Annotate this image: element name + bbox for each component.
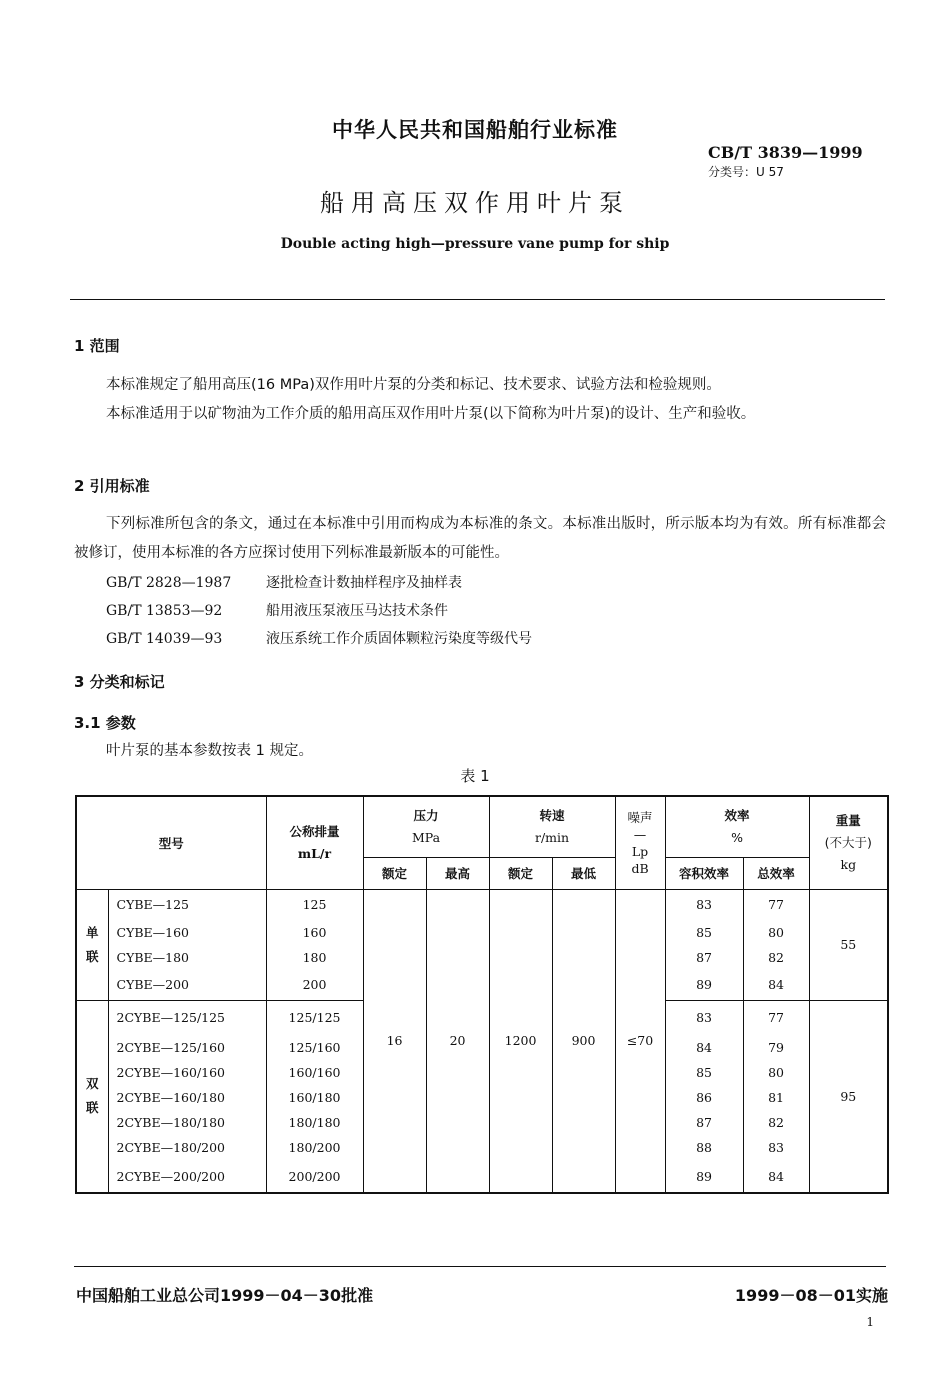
pressure-max-cell: 20 [426,889,489,1193]
total-efficiency-cell: 82 [743,1110,809,1135]
header-speed-unit: r/min [534,829,570,845]
header-pressure-label: 压力 [413,807,439,823]
header-efficiency [665,796,809,857]
volumetric-efficiency-cell: 83 [665,889,743,920]
document-title-english: Double acting high—pressure vane pump for ship [280,236,670,252]
displacement-cell: 160/160 [266,1060,363,1085]
header-volumetric-efficiency: 容积效率 [665,857,743,889]
displacement-cell: 125/160 [266,1035,363,1060]
header-displacement [266,796,363,889]
reference-title: 船用液压泵液压马达技术条件 [266,603,448,619]
volumetric-efficiency-cell: 89 [665,970,743,1000]
total-efficiency-cell: 83 [743,1135,809,1160]
reference-code: GB/T 2828—1987 [106,575,232,591]
header-efficiency-label: 效率 [724,807,750,823]
displacement-cell: 125 [266,889,363,920]
group-label-char: 联 [85,948,99,964]
header-weight [809,796,888,889]
model-cell: 2CYBE—180/180 [108,1110,266,1135]
section-1-paragraph-2: 本标准适用于以矿物油为工作介质的船用高压双作用叶片泵(以下简称为叶片泵)的设计、生产和验收。 [106,406,756,422]
footer-divider [74,1266,886,1267]
document-title-chinese: 船用高压双作用叶片泵 [320,189,630,217]
header-displacement-unit: mL/r [297,845,332,861]
table-caption: 表 1 [460,767,490,785]
speed-rated-cell: 1200 [489,889,552,1193]
approval-line: 中国船舶工业总公司1999－04－30批准 [76,1286,374,1305]
total-efficiency-cell: 77 [743,1000,809,1035]
volumetric-efficiency-cell: 88 [665,1135,743,1160]
displacement-cell: 160/180 [266,1085,363,1110]
volumetric-efficiency-cell: 87 [665,945,743,970]
model-cell: CYBE—125 [108,889,266,920]
header-speed-rated: 额定 [489,857,552,889]
total-efficiency-cell: 80 [743,920,809,945]
speed-min-cell: 900 [552,889,615,1193]
displacement-cell: 200 [266,970,363,1000]
model-cell: 2CYBE—160/160 [108,1060,266,1085]
issuing-organization: 中华人民共和国船舶行业标准 [332,118,618,142]
header-efficiency-unit: % [731,829,743,845]
displacement-cell: 180 [266,945,363,970]
reference-code: GB/T 14039—93 [106,631,223,647]
header-weight-unit: kg [840,856,857,872]
header-speed [489,796,615,857]
table-header-row [76,796,888,857]
weight-double-cell: 95 [809,1000,888,1193]
total-efficiency-cell: 80 [743,1060,809,1085]
header-pressure-rated: 额定 [363,857,426,889]
model-cell: 2CYBE—160/180 [108,1085,266,1110]
group-label-char: 单 [85,924,99,940]
header-noise-label: 噪声 [627,809,653,825]
total-efficiency-cell: 81 [743,1085,809,1110]
displacement-cell: 180/200 [266,1135,363,1160]
header-speed-label: 转速 [539,807,565,823]
model-cell: 2CYBE—180/200 [108,1135,266,1160]
model-cell: CYBE—200 [108,970,266,1000]
standard-code: CB/T 3839—1999 [708,143,863,162]
displacement-cell: 160 [266,920,363,945]
volumetric-efficiency-cell: 87 [665,1110,743,1135]
model-cell: 2CYBE—125/160 [108,1035,266,1060]
effective-date-line: 1999－08－01实施 [734,1286,888,1305]
section-2-heading: 2 引用标准 [74,477,150,495]
header-weight-label: 重量 [835,812,861,828]
section-3-1-intro: 叶片泵的基本参数按表 1 规定。 [106,743,313,759]
header-noise-unit: dB [631,860,649,876]
total-efficiency-cell: 82 [743,945,809,970]
group-label-char: 双 [85,1076,99,1092]
parameters-table [75,795,889,1194]
volumetric-efficiency-cell: 85 [665,1060,743,1085]
section-2-paragraph-1: 下列标准所包含的条文，通过在本标准中引用而构成为本标准的条文。本标准出版时，所示版本均为有效。所有标准都会被修订，使用本标准的各方应探讨使用下列标准最新版本的可能性。 [74,516,886,561]
reference-item [106,628,532,648]
displacement-cell: 125/125 [266,1000,363,1035]
reference-title: 液压系统工作介质固体颗粒污染度等级代号 [266,631,532,647]
model-cell: CYBE—180 [108,945,266,970]
volumetric-efficiency-cell: 86 [665,1085,743,1110]
header-total-efficiency: 总效率 [743,857,809,889]
group-label-double [76,1000,108,1193]
header-speed-min: 最低 [552,857,615,889]
header-noise [615,796,665,889]
noise-cell: ≤70 [615,889,665,1193]
header-pressure-unit: MPa [411,829,441,845]
header-pressure-max: 最高 [426,857,489,889]
section-1-paragraph-1: 本标准规定了船用高压(16 MPa)双作用叶片泵的分类和标记、技术要求、试验方法和检验规则。 [106,377,721,393]
reference-title: 逐批检查计数抽样程序及抽样表 [266,575,462,591]
header-pressure [363,796,489,857]
volumetric-efficiency-cell: 89 [665,1160,743,1193]
model-cell: CYBE—160 [108,920,266,945]
model-cell: 2CYBE—200/200 [108,1160,266,1193]
page-number: 1 [866,1315,874,1329]
group-label-single [76,889,108,1000]
pressure-rated-cell: 16 [363,889,426,1193]
table-row [76,889,888,920]
header-displacement-label: 公称排量 [289,823,340,839]
header-noise-symbol: Lp [631,843,649,859]
section-3-heading: 3 分类和标记 [74,673,165,691]
classification-number: 分类号：U 57 [708,165,784,179]
header-noise-dash: — [633,826,647,842]
model-cell: 2CYBE—125/125 [108,1000,266,1035]
total-efficiency-cell: 84 [743,1160,809,1193]
volumetric-efficiency-cell: 85 [665,920,743,945]
reference-item [106,572,462,592]
total-efficiency-cell: 79 [743,1035,809,1060]
reference-code: GB/T 13853—92 [106,603,223,619]
displacement-cell: 200/200 [266,1160,363,1193]
header-divider [70,299,885,300]
section-3-1-heading: 3.1 参数 [74,714,136,732]
group-label-char: 联 [85,1100,99,1116]
weight-single-cell: 55 [809,889,888,1000]
total-efficiency-cell: 84 [743,970,809,1000]
header-weight-note: (不大于) [824,834,872,850]
displacement-cell: 180/180 [266,1110,363,1135]
volumetric-efficiency-cell: 83 [665,1000,743,1035]
header-model: 型号 [76,796,266,889]
section-1-heading: 1 范围 [74,337,120,355]
volumetric-efficiency-cell: 84 [665,1035,743,1060]
total-efficiency-cell: 77 [743,889,809,920]
reference-item [106,600,448,620]
